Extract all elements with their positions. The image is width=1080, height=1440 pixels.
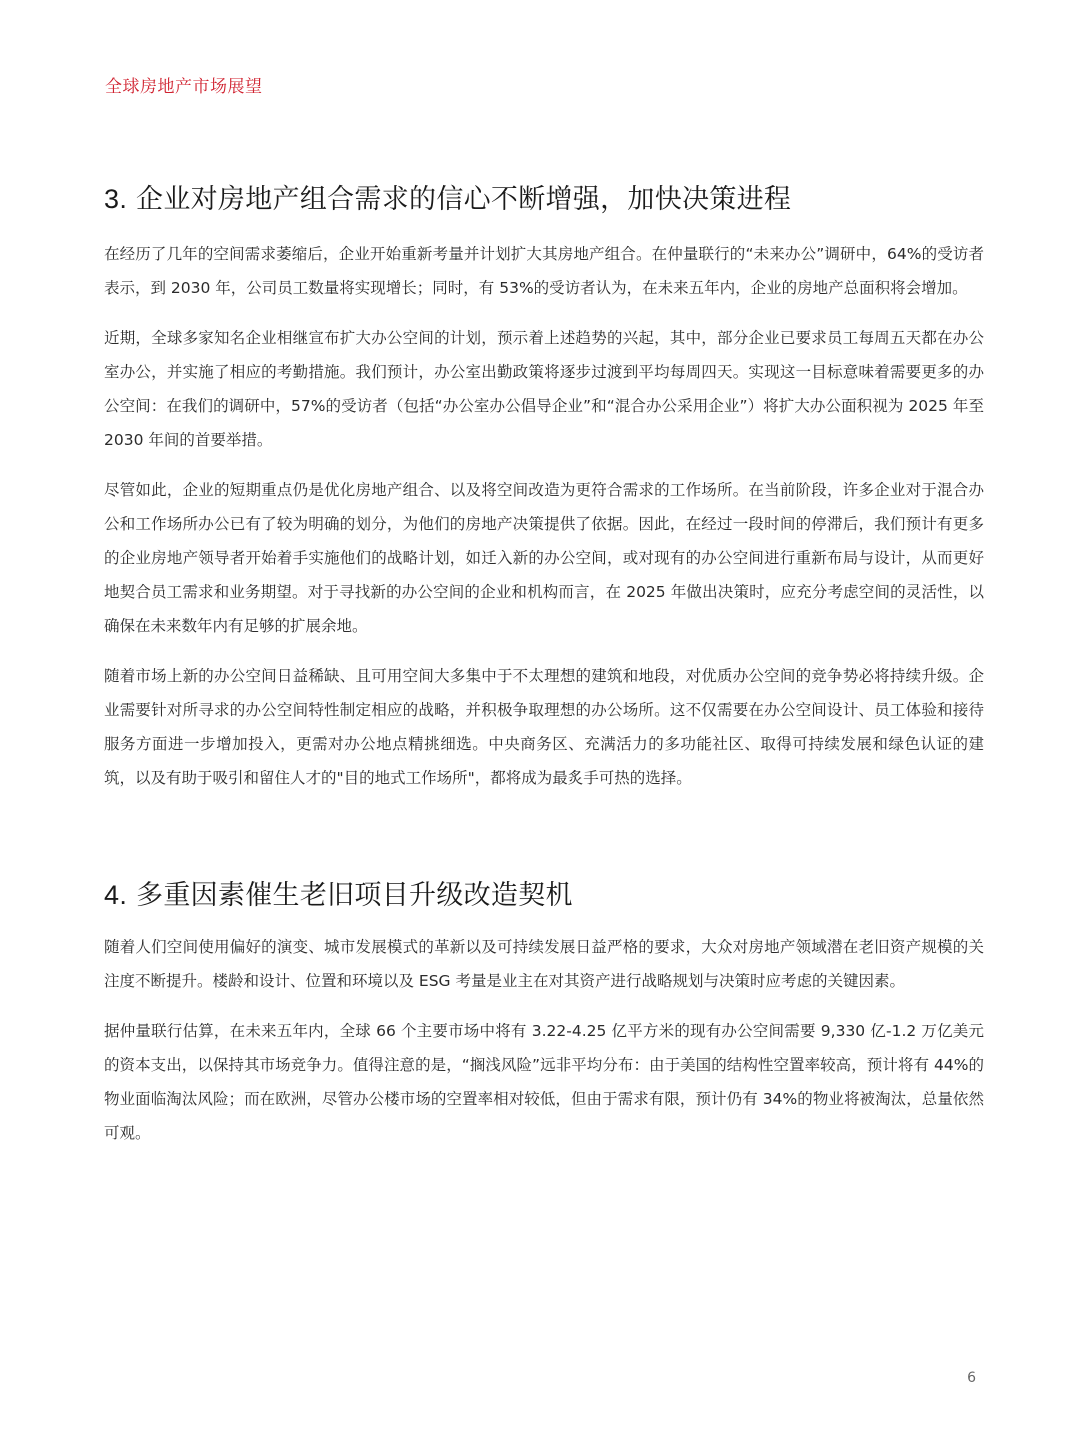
section-3-paragraph-4: 随着市场上新的办公空间日益稀缺、且可用空间大多集中于不太理想的建筑和地段，对优质办公空间的竞争势必将持续升级。企业需要针对所寻求的办公空间特性制定相应的战略，并积极争取理想的办公场所。这不仅需要在办公空间设计、员工体验和接待服务方面进一步增加投入，更需对办公地点精挑细选。中央商务区、充满活力的多功能社区、取得可持续发展和绿色认证的建筑，以及有助于吸引和留住人才的"目的地式工作场所"，都将成为最炙手可热的选择。 xyxy=(104,667,984,787)
section-3-number: 3. xyxy=(104,184,128,214)
section-3-paragraph-2: 近期，全球多家知名企业相继宣布扩大办公空间的计划，预示着上述趋势的兴起，其中，部分企业已要求员工每周五天都在办公室办公，并实施了相应的考勤措施。我们预计，办公室出勤政策将逐步过渡到平均每周四天。实现这一目标意味着需要更多的办公空间：在我们的调研中，57%的受访者（包括“办公室办公倡导企业”和“混合办公采用企业”）将扩大办公面积视为 2025 年至 2030 年间的首要举措。 xyxy=(104,329,984,449)
section-4-number: 4. xyxy=(104,880,128,910)
section-3-title: 企业对房地产组合需求的信心不断增强，加快决策进程 xyxy=(136,184,792,215)
section-3-paragraph-3: 尽管如此，企业的短期重点仍是优化房地产组合、以及将空间改造为更符合需求的工作场所。在当前阶段，许多企业对于混合办公和工作场所办公已有了较为明确的划分，为他们的房地产决策提供了依据。因此，在经过一段时间的停滞后，我们预计有更多的企业房地产领导者开始着手实施他们的战略计划，如迁入新的办公空间，或对现有的办公空间进行重新布局与设计，从而更好地契合员工需求和业务期望。对于寻找新的办公空间的企业和机构而言，在 2025 年做出决策时，应充分考虑空间的灵活性，以确保在未来数年内有足够的扩展余地。 xyxy=(104,481,984,635)
section-4-body xyxy=(104,930,984,1166)
section-4-heading xyxy=(104,873,573,912)
section-3-paragraph-1: 在经历了几年的空间需求萎缩后，企业开始重新考量并计划扩大其房地产组合。在仲量联行的“未来办公”调研中，64%的受访者表示，到 2030 年，公司员工数量将实现增长；同时，有 53%的受访者认为，在未来五年内，企业的房地产总面积将会增加。 xyxy=(104,245,984,297)
section-4-title: 多重因素催生老旧项目升级改造契机 xyxy=(136,880,573,911)
section-4-paragraph-2: 据仲量联行估算，在未来五年内，全球 66 个主要市场中将有 3.22-4.25 亿平方米的现有办公空间需要 9,330 亿-1.2 万亿美元的资本支出，以保持其市场竞争力。值得注意的是，“搁浅风险”远非平均分布：由于美国的结构性空置率较高，预计将有 44%的物业面临淘汰风险；而在欧洲，尽管办公楼市场的空置率相对较低，但由于需求有限，预计仍有 34%的物业将被淘汰，总量依然可观。 xyxy=(104,1022,984,1142)
section-3-heading xyxy=(104,177,791,216)
section-4-paragraph-1: 随着人们空间使用偏好的演变、城市发展模式的革新以及可持续发展日益严格的要求，大众对房地产领域潜在老旧资产规模的关注度不断提升。楼龄和设计、位置和环境以及 ESG 考量是业主在对其资产进行战略规划与决策时应考虑的关键因素。 xyxy=(104,938,984,990)
running-header-title: 全球房地产市场展望 xyxy=(105,77,263,97)
section-3-body xyxy=(104,237,984,811)
page-number: 6 xyxy=(967,1370,976,1386)
